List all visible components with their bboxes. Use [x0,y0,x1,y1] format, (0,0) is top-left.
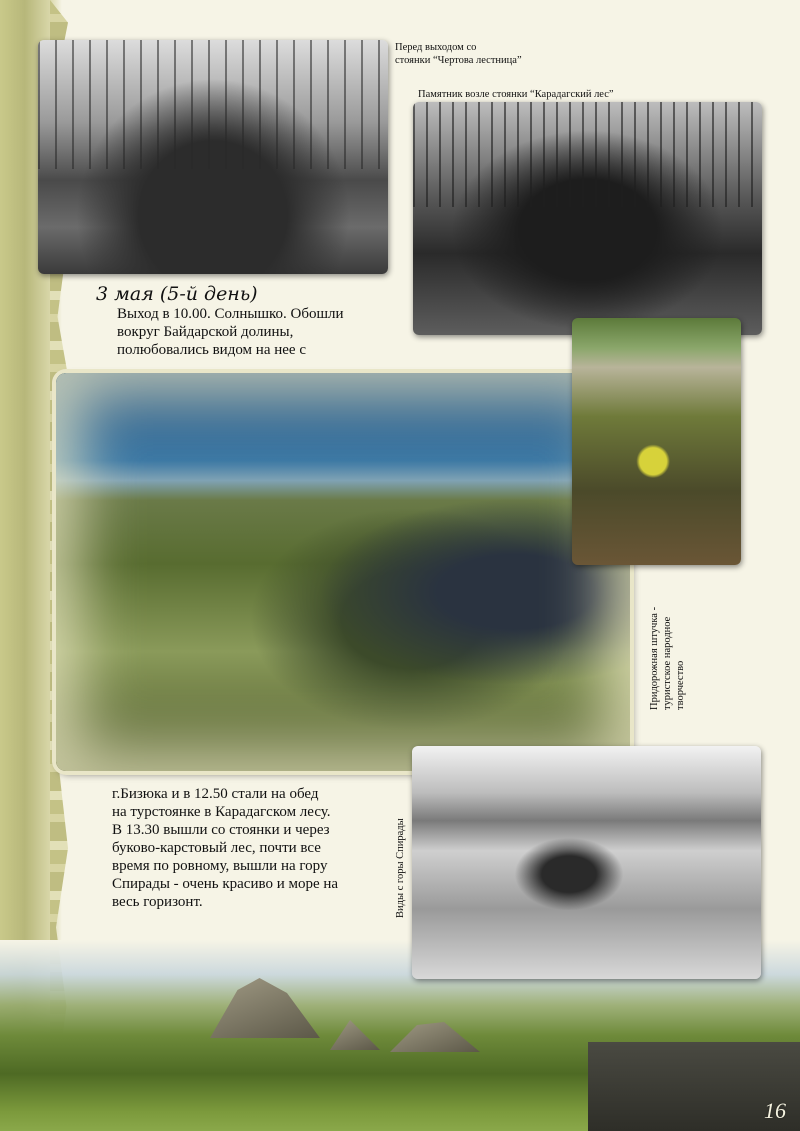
caption-line: Перед выходом со [395,42,477,53]
text-line: время по ровному, вышли на гору [112,858,328,874]
paragraph-bottom [112,785,338,911]
rock-outcrop [390,1022,480,1052]
caption-line: творчество [675,660,686,710]
text-line: Спирады - очень красиво и море на [112,876,339,892]
caption-line: стоянки “Чертова лестница” [395,55,522,66]
text-line: г.Бизюка и в 12.50 стали на обед [112,786,319,802]
text-line: буково-карстовый лес, почти все [112,840,321,856]
text-line: В 13.30 вышли со стоянки и через [112,822,330,838]
mountain-peak [210,978,320,1038]
caption-line: Придорожная штучка - [649,606,660,710]
text-line: на турстоянке в Карадагском лесу. [112,804,331,820]
paragraph-top [117,305,344,359]
rock-outcrop [330,1020,380,1050]
caption-spirady-views: Виды с горы Спирады [395,818,406,918]
group-photo-chertova-lestnitsa [38,40,388,274]
caption-line: туристское народное [662,616,673,710]
text-line: весь горизонт. [112,894,203,910]
caption-before-departure [395,41,522,67]
caption-monument: Памятник возле стоянки “Карадагский лес” [418,89,614,100]
group-photo-monument [413,102,762,335]
caption-roadside-craft [648,607,687,710]
page-number: 16 [764,1098,786,1123]
text-line: полюбовались видом на нее с [117,342,306,358]
text-line: вокруг Байдарской долины, [117,324,294,340]
valley-view-photo [56,373,630,771]
roadside-craft-photo [572,318,741,565]
spirady-mountain-photo [412,746,761,979]
text-line: Выход в 10.00. Солнышко. Обошли [117,306,344,322]
day-heading: 3 мая (5-й день) [96,283,258,305]
